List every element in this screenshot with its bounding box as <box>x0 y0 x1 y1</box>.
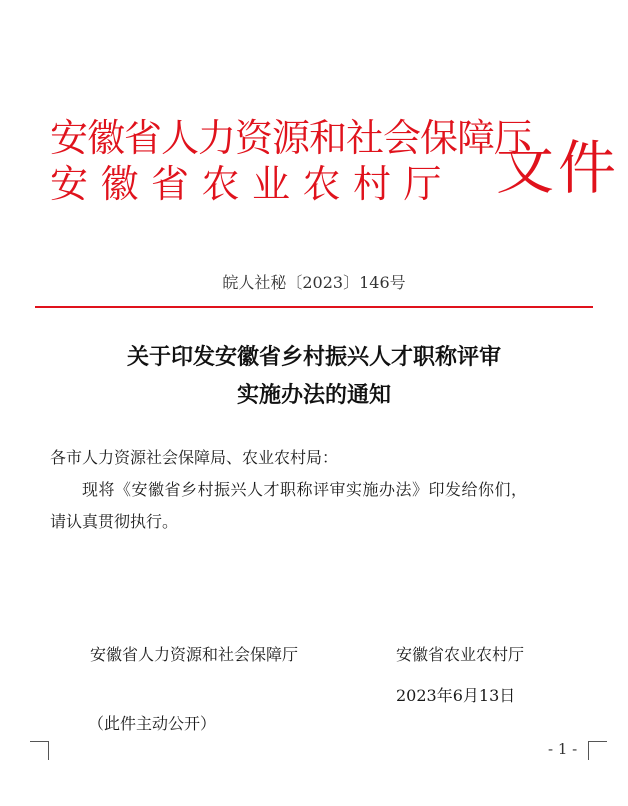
signatory-hrss: 安徽省人力资源和社会保障厅 <box>90 645 299 664</box>
body-paragraph-line-2: 请认真贯彻执行。 <box>50 512 179 531</box>
document-type-label: 文件 <box>496 134 621 202</box>
document-title-line-2: 实施办法的通知 <box>236 382 391 408</box>
issuer-line-2: 安徽省农业农村厅 <box>50 162 455 206</box>
body-paragraph-line-1: 现将《安徽省乡村振兴人才职称评审实施办法》印发给你们， <box>82 480 528 499</box>
page-corner-mark-left <box>30 741 49 760</box>
document-title-line-1: 关于印发安徽省乡村振兴人才职称评审 <box>126 344 501 370</box>
red-divider <box>35 306 593 308</box>
page-number: - 1 - <box>548 740 578 758</box>
disclosure-note: （此件主动公开） <box>88 714 217 733</box>
document-number: 皖人社秘〔2023〕146号 <box>222 273 406 292</box>
issuer-line-1: 安徽省人力资源和社会保障厅 <box>50 116 532 160</box>
salutation: 各市人力资源社会保障局、农业农村局： <box>50 448 339 467</box>
page-corner-mark-right <box>588 741 607 760</box>
signatory-agriculture: 安徽省农业农村厅 <box>396 645 525 664</box>
issue-date: 2023年6月13日 <box>396 686 516 705</box>
